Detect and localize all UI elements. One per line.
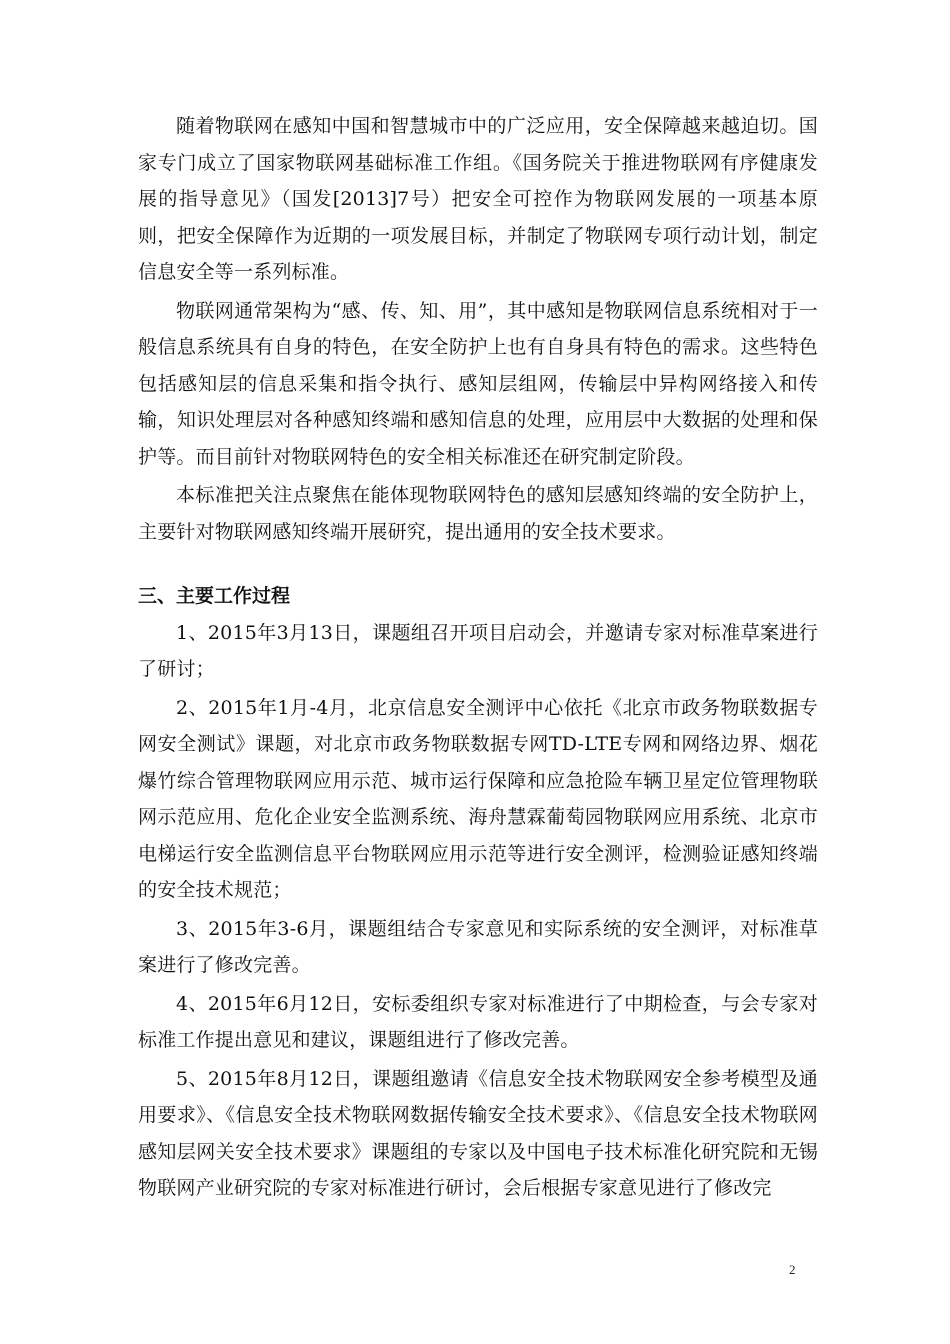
- intro-paragraph-3: 本标准把关注点聚焦在能体现物联网特色的感知层感知终端的安全防护上，主要针对物联网感知终端开展研究，提出通用的安全技术要求。: [138, 484, 818, 543]
- document-body: [138, 108, 818, 1207]
- work-item-4: 4、2015年6月12日，安标委组织专家对标准进行了中期检查，与会专家对标准工作提出意见和建议，课题组进行了修改完善。: [138, 992, 818, 1051]
- intro-paragraph-2: 物联网通常架构为“感、传、知、用”，其中感知是物联网信息系统相对于一般信息系统具有自身的特色，在安全防护上也有自身具有特色的需求。这些特色包括感知层的信息采集和指令执行、感知层组网，传输层中异构网络接入和传输，知识处理层对各种感知终端和感知信息的处理，应用层中大数据的处理和保护等。而目前针对物联网特色的安全相关标准还在研究制定阶段。: [138, 299, 818, 468]
- section-heading: 三、主要工作过程: [138, 585, 291, 607]
- work-item-5: 5、2015年8月12日，课题组邀请《信息安全技术物联网安全参考模型及通用要求》、《信息安全技术物联网数据传输安全技术要求》、《信息安全技术物联网感知层网关安全技术要求》课题组的专家以及中国电子技术标准化研究院和无锡物联网产业研究院的专家对标准进行研讨，会后根据专家意见进行了修改完: [138, 1067, 818, 1199]
- work-item-3: 3、2015年3-6月，课题组结合专家意见和实际系统的安全测评，对标准草案进行了修改完善。: [138, 917, 818, 976]
- intro-paragraph-1: 随着物联网在感知中国和智慧城市中的广泛应用，安全保障越来越迫切。国家专门成立了国家物联网基础标准工作组。《国务院关于推进物联网有序健康发展的指导意见》（国发[2013]7号）把安全可控作为物联网发展的一项基本原则，把安全保障作为近期的一项发展目标，并制定了物联网专项行动计划，制定信息安全等一系列标准。: [138, 115, 818, 283]
- page-number: 2: [789, 1262, 796, 1277]
- work-item-1: 1、2015年3月13日，课题组召开项目启动会，并邀请专家对标准草案进行了研讨；: [138, 621, 818, 680]
- work-item-2: 2、2015年1月-4月，北京信息安全测评中心依托《北京市政务物联数据专网安全测试》课题，对北京市政务物联数据专网TD-LTE专网和网络边界、烟花爆竹综合管理物联网应用示范、城市运行保障和应急抢险车辆卫星定位管理物联网示范应用、危化企业安全监测系统、海舟慧霖葡萄园物联网应用系统、北京市电梯运行安全监测信息平台物联网应用示范等进行安全测评，检测验证感知终端的安全技术规范；: [138, 696, 818, 901]
